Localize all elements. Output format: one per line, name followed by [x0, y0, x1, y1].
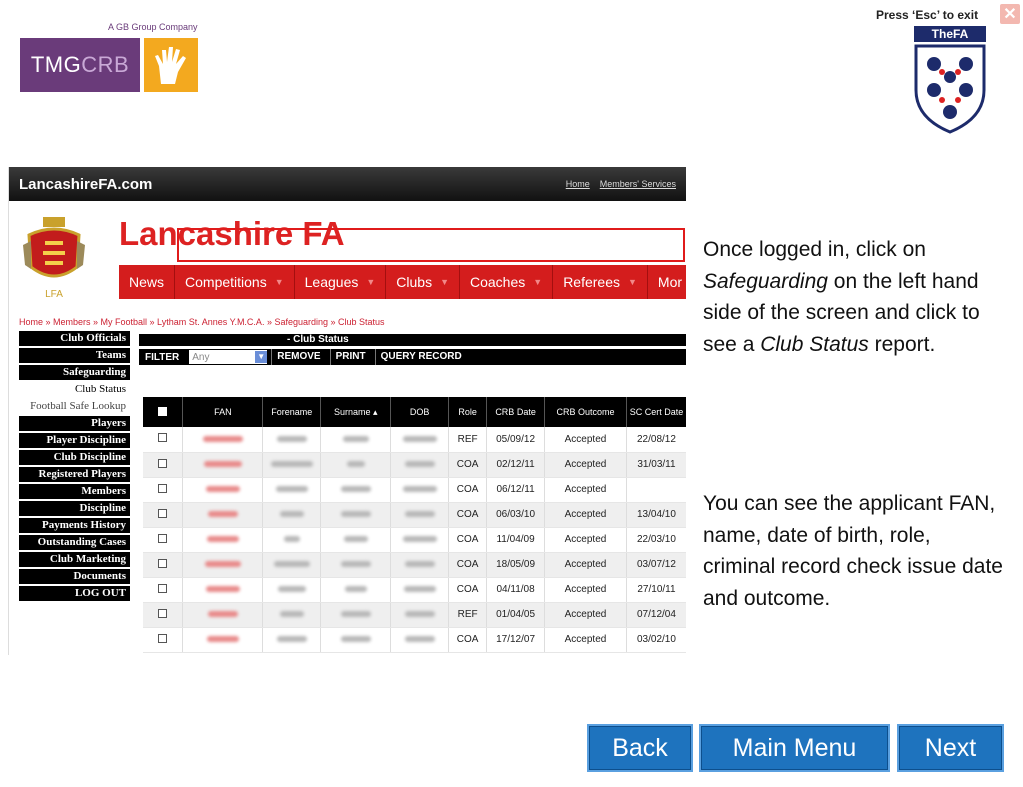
row-select-cell[interactable]: [143, 602, 183, 627]
redacted-dob: [405, 636, 435, 642]
forename-cell: [263, 602, 321, 627]
left-menu-item[interactable]: Outstanding Cases: [19, 535, 130, 550]
table-row[interactable]: [143, 527, 686, 552]
crb-outcome-cell: Accepted: [545, 502, 627, 527]
row-checkbox[interactable]: [158, 559, 167, 568]
row-checkbox[interactable]: [158, 484, 167, 493]
nav-coaches-label: Coaches: [470, 274, 526, 290]
table-row[interactable]: [143, 477, 686, 502]
redacted-fan: [203, 436, 243, 442]
dob-cell: [391, 527, 449, 552]
dob-cell: [391, 627, 449, 652]
next-button[interactable]: Next: [897, 724, 1004, 772]
nav-competitions-label: Competitions: [185, 274, 267, 290]
redacted-forename: [280, 511, 304, 517]
row-checkbox[interactable]: [158, 634, 167, 643]
crb-date-cell: 06/12/11: [487, 477, 545, 502]
lfa-crest-icon: [19, 215, 89, 303]
redacted-forename: [278, 586, 306, 592]
company-tagline: A GB Group Company: [108, 22, 198, 32]
nav-leagues[interactable]: [295, 265, 387, 299]
sc-cert-date-cell: 03/02/10: [626, 627, 686, 652]
left-menu-item[interactable]: Safeguarding: [19, 365, 130, 380]
fa-label: TheFA: [914, 26, 986, 42]
role-cell: COA: [449, 552, 487, 577]
table-row[interactable]: [143, 427, 686, 452]
row-select-cell[interactable]: [143, 502, 183, 527]
row-checkbox[interactable]: [158, 609, 167, 618]
three-lions-crest-icon: [912, 42, 988, 134]
redacted-fan: [207, 536, 239, 542]
select-all-header[interactable]: [143, 397, 183, 427]
instruction-emphasis-club-status: Club Status: [760, 332, 869, 356]
redacted-dob: [404, 586, 436, 592]
redacted-surname: [341, 561, 371, 567]
redacted-fan: [208, 511, 238, 517]
row-select-cell[interactable]: [143, 627, 183, 652]
fan-cell[interactable]: [183, 527, 263, 552]
crb-outcome-cell: Accepted: [545, 452, 627, 477]
table-row[interactable]: [143, 552, 686, 577]
left-menu-item[interactable]: Club Discipline: [19, 450, 130, 465]
sc-cert-date-cell: 22/03/10: [626, 527, 686, 552]
query-record-button[interactable]: QUERY RECORD: [375, 349, 467, 365]
surname-cell: [321, 577, 391, 602]
surname-cell: [321, 452, 391, 477]
instruction-part: report.: [868, 332, 936, 356]
row-checkbox[interactable]: [158, 433, 167, 442]
surname-cell: [321, 527, 391, 552]
col-crb-date[interactable]: CRB Date: [487, 397, 545, 427]
main-menu-button[interactable]: Main Menu: [699, 724, 890, 772]
row-select-cell[interactable]: [143, 577, 183, 602]
filter-select[interactable]: [189, 350, 267, 364]
fan-cell[interactable]: [183, 577, 263, 602]
table-row[interactable]: [143, 452, 686, 477]
logo-crb-text: CRB: [81, 52, 130, 77]
fan-cell[interactable]: [183, 602, 263, 627]
sc-cert-date-cell: 22/08/12: [626, 427, 686, 452]
col-crb-outcome[interactable]: CRB Outcome: [545, 397, 627, 427]
site-nav: [119, 265, 686, 299]
redacted-dob: [403, 486, 437, 492]
redacted-forename: [271, 461, 313, 467]
redacted-dob: [405, 511, 435, 517]
site-brand: LancashireFA.com: [19, 175, 153, 193]
redacted-forename: [274, 561, 310, 567]
redacted-surname: [341, 611, 371, 617]
nav-referees-label: Referees: [563, 274, 620, 290]
redacted-dob: [403, 536, 437, 542]
dob-cell: [391, 552, 449, 577]
redacted-forename: [280, 611, 304, 617]
nav-more-label: Mor: [657, 274, 683, 290]
crb-date-cell: 18/05/09: [487, 552, 545, 577]
surname-cell: [321, 477, 391, 502]
redacted-fan: [204, 461, 242, 467]
surname-cell: [321, 427, 391, 452]
crb-date-cell: 06/03/10: [487, 502, 545, 527]
nav-referees[interactable]: [553, 265, 648, 299]
fan-cell[interactable]: [183, 452, 263, 477]
dob-cell: [391, 452, 449, 477]
crb-outcome-cell: Accepted: [545, 552, 627, 577]
print-button[interactable]: PRINT: [330, 349, 371, 365]
forename-cell: [263, 477, 321, 502]
forename-cell: [263, 452, 321, 477]
row-checkbox[interactable]: [158, 534, 167, 543]
row-select-cell[interactable]: [143, 477, 183, 502]
dob-cell: [391, 502, 449, 527]
nav-competitions[interactable]: [175, 265, 295, 299]
crb-outcome-cell: Accepted: [545, 477, 627, 502]
col-sc-cert-date[interactable]: SC Cert Date: [626, 397, 686, 427]
col-forename[interactable]: Forename: [263, 397, 321, 427]
remove-button[interactable]: REMOVE: [271, 349, 325, 365]
crb-outcome-cell: Accepted: [545, 577, 627, 602]
left-menu-item[interactable]: Registered Players: [19, 467, 130, 482]
fan-cell[interactable]: [183, 477, 263, 502]
sc-cert-date-cell: 31/03/11: [626, 452, 686, 477]
nav-more[interactable]: [648, 265, 686, 299]
row-checkbox[interactable]: [158, 509, 167, 518]
col-role[interactable]: Role: [449, 397, 487, 427]
redacted-fan: [206, 586, 240, 592]
fan-cell[interactable]: [183, 427, 263, 452]
left-menu-item[interactable]: Club Officials: [19, 331, 130, 346]
left-menu-item[interactable]: Club Status: [19, 382, 130, 397]
crb-date-cell: 17/12/07: [487, 627, 545, 652]
redacted-forename: [276, 486, 308, 492]
redacted-forename: [284, 536, 300, 542]
redacted-surname: [341, 511, 371, 517]
site-top-links: [566, 179, 676, 189]
sc-cert-date-cell: 03/07/12: [626, 552, 686, 577]
forename-cell: [263, 502, 321, 527]
breadcrumb[interactable]: Home » Members » My Football » Lytham St. Annes Y.M.C.A. » Safeguarding » Club Status: [19, 317, 385, 327]
left-menu-item[interactable]: Discipline: [19, 501, 130, 516]
section-title: - Club Status: [139, 334, 686, 346]
nav-news-label: News: [129, 274, 165, 290]
redacted-dob: [405, 561, 435, 567]
row-checkbox[interactable]: [158, 584, 167, 593]
left-menu-item[interactable]: Documents: [19, 569, 130, 584]
redacted-surname: [345, 586, 367, 592]
nav-clubs-label: Clubs: [396, 274, 433, 290]
sc-cert-date-cell: 27/10/11: [626, 577, 686, 602]
left-menu: [19, 331, 130, 603]
filter-value: Any: [192, 351, 210, 363]
hand-logo-icon: [144, 38, 198, 92]
redacted-dob: [405, 461, 435, 467]
crb-outcome-cell: Accepted: [545, 427, 627, 452]
redacted-surname: [347, 461, 365, 467]
site-link-members-services[interactable]: Members' Services: [599, 179, 676, 189]
redacted-surname: [343, 436, 369, 442]
description-text: You can see the applicant FAN, name, date of birth, role, criminal record check issue date and outcome.: [703, 492, 1003, 610]
crb-date-cell: 05/09/12: [487, 427, 545, 452]
lfa-title: Lancashire FA: [119, 215, 345, 252]
chevron-down-icon: ▼: [274, 277, 284, 287]
crb-date-cell: 01/04/05: [487, 602, 545, 627]
row-checkbox[interactable]: [158, 459, 167, 468]
the-fa-badge: [912, 26, 988, 134]
sc-cert-date-cell: [626, 477, 686, 502]
row-select-cell[interactable]: [143, 527, 183, 552]
forename-cell: [263, 527, 321, 552]
role-cell: COA: [449, 477, 487, 502]
role-cell: COA: [449, 502, 487, 527]
dob-cell: [391, 427, 449, 452]
forename-cell: [263, 627, 321, 652]
instruction-text: [703, 234, 1008, 360]
role-cell: REF: [449, 602, 487, 627]
surname-cell: [321, 502, 391, 527]
table-row[interactable]: [143, 627, 686, 652]
esc-hint: Press ‘Esc’ to exit: [876, 8, 979, 22]
redacted-surname: [344, 536, 368, 542]
fan-cell[interactable]: [183, 502, 263, 527]
forename-cell: [263, 552, 321, 577]
row-select-cell[interactable]: [143, 452, 183, 477]
highlight-outline: [177, 228, 685, 262]
surname-cell: [321, 552, 391, 577]
left-menu-item[interactable]: LOG OUT: [19, 586, 130, 601]
chevron-down-icon: ▼: [440, 277, 449, 287]
crb-outcome-cell: Accepted: [545, 627, 627, 652]
sc-cert-date-cell: 13/04/10: [626, 502, 686, 527]
tmg-crb-logo: [20, 22, 200, 94]
redacted-forename: [277, 636, 307, 642]
left-menu-item[interactable]: Player Discipline: [19, 433, 130, 448]
site-link-home[interactable]: Home: [565, 179, 590, 189]
redacted-dob: [403, 436, 437, 442]
forename-cell: [263, 427, 321, 452]
col-fan[interactable]: FAN: [183, 397, 263, 427]
nav-clubs[interactable]: [386, 265, 460, 299]
fan-cell[interactable]: [183, 627, 263, 652]
fan-cell[interactable]: [183, 552, 263, 577]
filter-bar: [139, 349, 686, 365]
filter-label: FILTER: [145, 351, 180, 363]
close-icon[interactable]: ✕: [1000, 4, 1020, 24]
forename-cell: [263, 577, 321, 602]
redacted-surname: [341, 486, 371, 492]
dob-cell: [391, 602, 449, 627]
left-menu-item[interactable]: Payments History: [19, 518, 130, 533]
chevron-down-icon: ▼: [366, 277, 376, 287]
instruction-emphasis-safeguarding: Safeguarding: [703, 269, 828, 293]
redacted-surname: [341, 636, 371, 642]
redacted-fan: [208, 611, 238, 617]
row-select-cell[interactable]: [143, 427, 183, 452]
site-top-bar: [9, 167, 686, 201]
dob-cell: [391, 577, 449, 602]
redacted-dob: [405, 611, 435, 617]
select-all-checkbox[interactable]: [158, 407, 167, 416]
logo-tmg-text: TMG: [30, 52, 82, 77]
left-menu-item[interactable]: Members: [19, 484, 130, 499]
table-row[interactable]: [143, 602, 686, 627]
row-select-cell[interactable]: [143, 552, 183, 577]
sc-cert-date-cell: 07/12/04: [626, 602, 686, 627]
crb-outcome-cell: Accepted: [545, 527, 627, 552]
surname-cell: [321, 627, 391, 652]
surname-cell: [321, 602, 391, 627]
crb-outcome-cell: Accepted: [545, 602, 627, 627]
instruction-part: Once logged in, click on: [703, 238, 926, 261]
chevron-down-icon: ▼: [628, 277, 637, 287]
left-menu-item[interactable]: Teams: [19, 348, 130, 363]
col-dob[interactable]: DOB: [391, 397, 449, 427]
crb-date-cell: 11/04/09: [487, 527, 545, 552]
chevron-down-icon: ▼: [255, 351, 267, 363]
role-cell: COA: [449, 577, 487, 602]
chevron-down-icon: ▼: [533, 277, 543, 287]
crb-date-cell: 04/11/08: [487, 577, 545, 602]
left-menu-item[interactable]: Club Marketing: [19, 552, 130, 567]
tmg-logo-box: [20, 38, 140, 92]
redacted-fan: [206, 486, 240, 492]
redacted-fan: [207, 636, 239, 642]
role-cell: COA: [449, 452, 487, 477]
table-row[interactable]: [143, 577, 686, 602]
nav-coaches[interactable]: [460, 265, 553, 299]
role-cell: REF: [449, 427, 487, 452]
back-button[interactable]: Back: [587, 724, 693, 772]
left-menu-item[interactable]: Football Safe Lookup: [19, 399, 130, 414]
dob-cell: [391, 477, 449, 502]
crb-date-cell: 02/12/11: [487, 452, 545, 477]
role-cell: COA: [449, 527, 487, 552]
redacted-forename: [277, 436, 307, 442]
nav-news[interactable]: [119, 265, 175, 299]
col-surname[interactable]: Surname ▴: [321, 397, 391, 427]
instruction-part: on the left hand side of the screen and click to see a: [703, 269, 980, 356]
club-status-table: [143, 397, 686, 653]
table-header-row: [143, 397, 686, 427]
redacted-fan: [205, 561, 241, 567]
left-menu-item[interactable]: Players: [19, 416, 130, 431]
nav-leagues-label: Leagues: [304, 274, 359, 290]
table-row[interactable]: [143, 502, 686, 527]
role-cell: COA: [449, 627, 487, 652]
crest-label: LFA: [45, 289, 63, 300]
